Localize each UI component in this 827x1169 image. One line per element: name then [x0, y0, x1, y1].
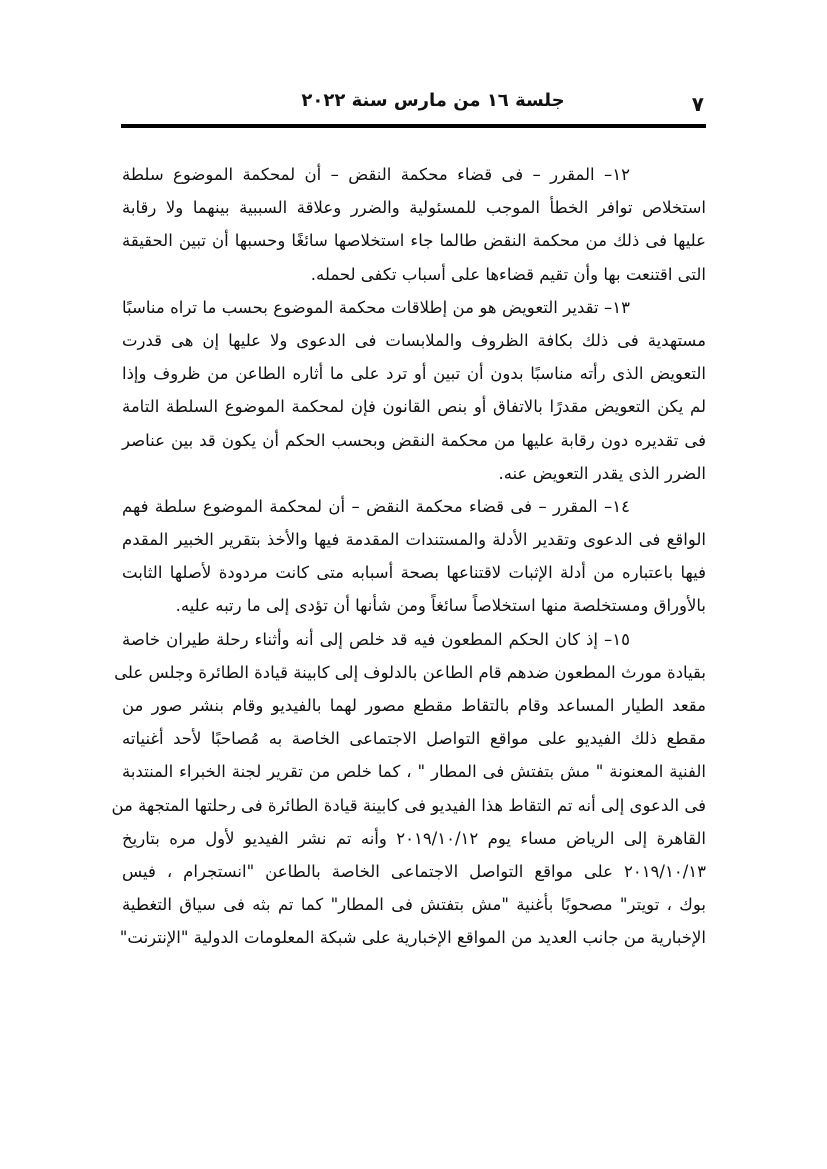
text-line: التى اقتنعت بها وأن تقيم قضاءها على أسباب تكفى لحمله.	[310, 264, 706, 284]
text-line: فى الدعوى إلى أنه تم التقاط هذا الفيديو فى كابينة قيادة الطائرة فى رحلتها المتجهة من	[111, 795, 706, 815]
text-line: ١٥– إذ كان الحكم المطعون فيه قد خلص إلى أنه وأثناء رحلة طيران خاصة	[122, 629, 630, 649]
paragraph-13	[122, 291, 706, 490]
text-line: ١٣– تقدير التعويض هو من إطلاقات محكمة الموضوع بحسب ما تراه مناسبًا	[122, 297, 630, 317]
session-title: جلسة ١٦ من مارس سنة ٢٠٢٢	[301, 90, 565, 111]
text-line: الفنية المعنونة " مش بتفتش فى المطار " ، كما خلص من تقرير لجنة الخبراء المنتدبة	[122, 762, 706, 782]
text-line: ١٤– المقرر – فى قضاء محكمة النقض – أن لمحكمة الموضوع سلطة فهم	[122, 496, 630, 516]
text-line: التعويض الذى رأته مناسبًا بدون أن تبين أو ترد على ما أثاره الطاعن من ظروف وإذا	[122, 364, 706, 384]
header-rule	[121, 124, 706, 128]
text-line: بوك ، تويتر" مصحوبًا بأغنية "مش بتفتش فى المطار" كما تم بثه فى سياق التغطية	[122, 895, 706, 915]
text-line: مقطع ذلك الفيديو على مواقع التواصل الاجتماعى الخاصة به مُصاحبًا لأحد أغنياته	[122, 729, 706, 749]
paragraph-14	[122, 490, 706, 623]
text-line: فى تقديره دون رقابة عليها من محكمة النقض وبحسب الحكم أن يكون قد بين عناصر	[122, 430, 706, 450]
text-line: الواقع فى الدعوى وتقدير الأدلة والمستندات المقدمة فيها والأخذ بتقرير الخبير المقدم	[122, 530, 706, 550]
text-line: استخلاص توافر الخطأ الموجب للمسئولية والضرر وعلاقة السببية بينهما ولا رقابة	[122, 198, 706, 218]
paragraph-12	[122, 158, 706, 291]
text-line: الضرر الذى يقدر التعويض عنه.	[498, 463, 706, 483]
text-line: لم يكن التعويض مقدرًا بالاتفاق أو بنص القانون فإن لمحكمة الموضوع السلطة التامة	[122, 397, 706, 417]
page-number: ٧	[691, 92, 704, 116]
text-line: بقيادة مورث المطعون ضدهم قام الطاعن بالدلوف إلى كابينة قيادة الطائرة وجلس على	[114, 662, 706, 682]
text-line: فيها باعتباره من أدلة الإثبات لاقتناعها بصحة أسبابه متى كانت مردودة لأصلها الثابت	[122, 563, 706, 583]
text-line: عليها فى ذلك من محكمة النقض طالما جاء استخلاصها سائغًا وحسبها أن تبين الحقيقة	[122, 231, 706, 251]
document-body	[111, 158, 707, 955]
text-line: الإخبارية من جانب العديد من المواقع الإخبارية على شبكة المعلومات الدولية "الإنترنت"	[119, 928, 706, 948]
text-line: ٢٠١٩/١٠/١٣ على مواقع التواصل الاجتماعى الخاصة بالطاعن "انستجرام ، فيس	[122, 861, 706, 881]
text-line: ١٢– المقرر – فى قضاء محكمة النقض – أن لمحكمة الموضوع سلطة	[122, 165, 630, 184]
paragraph-15	[111, 623, 707, 955]
text-line: بالأوراق ومستخلصة منها استخلاصاً سائغاً ومن شأنها أن تؤدى إلى ما رتبه عليه.	[175, 596, 706, 616]
page-header	[122, 88, 704, 124]
text-line: القاهرة إلى الرياض مساء يوم ٢٠١٩/١٠/١٢ وأنه تم نشر الفيديو لأول مره بتاريخ	[122, 828, 707, 848]
text-line: مستهدية فى ذلك بكافة الظروف والملابسات فى الدعوى ولا عليها إن هى قدرت	[122, 330, 706, 350]
text-line: مقعد الطيار المساعد وقام بالتقاط مقطع مصور لهما بالفيديو وقام بنشر صور من	[122, 696, 706, 715]
